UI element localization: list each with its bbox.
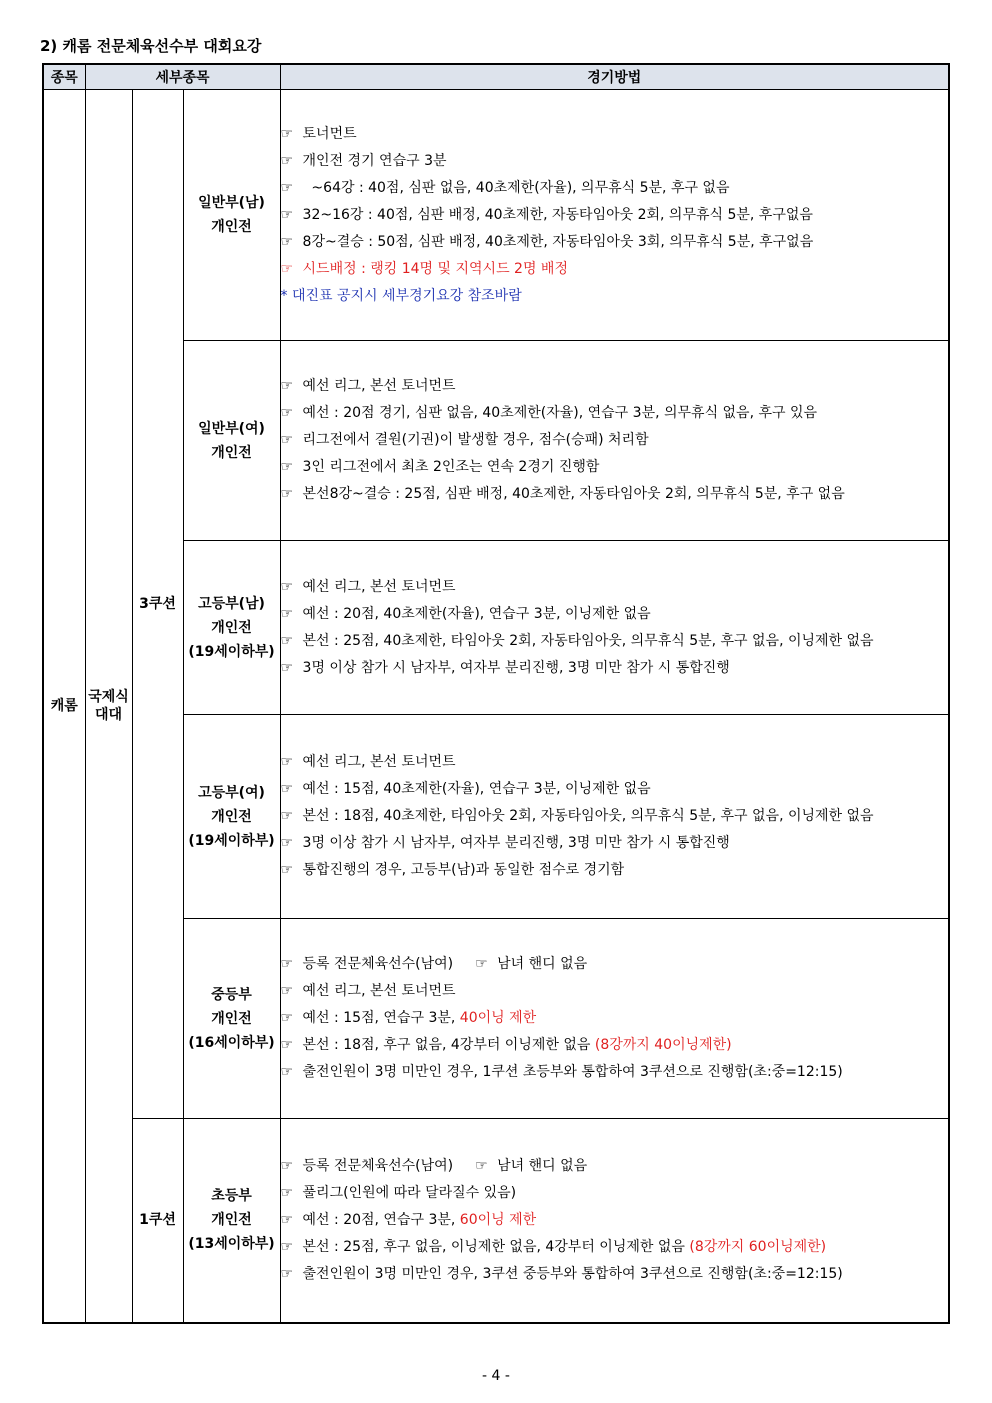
header-method: 경기방법 [280,64,949,90]
list-item: ☞ 본선 : 18점, 40초제한, 타임아웃 2회, 자동타임아웃, 의무휴식 5분, 후구 없음, 이닝제한 없음 [281,803,949,830]
table-row [43,1119,949,1323]
hand-pointer-icon: ☞ [280,1010,294,1026]
division-cell: 일반부(남) 개인전 [183,90,280,341]
list-item: ☞ 8강~결승 : 50점, 심판 배정, 40초제한, 자동타임아웃 3회, 의무휴식 5분, 후구없음 [281,229,949,256]
cushion-3-cell: 3쿠션 [132,90,183,1119]
hand-pointer-icon: ☞ [280,862,294,878]
list-item: ☞ 본선 : 25점, 후구 없음, 이닝제한 없음, 4강부터 이닝제한 없음 (8강까지 60이닝제한) [281,1234,949,1261]
list-item: ☞ 예선 리그, 본선 토너먼트 [281,574,949,601]
method-cell [280,919,949,1119]
hand-pointer-icon: ☞ [475,1157,488,1174]
list-item: ☞ 예선 : 15점, 40초제한(자율), 연습구 3분, 이닝제한 없음 [281,776,949,803]
division-cell: 일반부(여) 개인전 [183,341,280,541]
cushion-1-cell: 1쿠션 [132,1119,183,1323]
list-item: ☞ 본선 : 18점, 후구 없음, 4강부터 이닝제한 없음 (8강까지 40이닝제한) [281,1032,949,1059]
hand-pointer-icon: ☞ [280,605,294,622]
hand-pointer-icon: ☞ [280,781,294,797]
hand-pointer-icon: ☞ [280,1238,294,1255]
list-item: ☞ 예선 : 20점, 40초제한(자율), 연습구 3분, 이닝제한 없음 [281,601,949,628]
hand-pointer-icon: ☞ [280,179,294,196]
division-cell: 고등부(여) 개인전 (19세이하부) [183,715,280,919]
method-cell [280,715,949,919]
list-item: ☞ 3명 이상 참가 시 남자부, 여자부 분리진행, 3명 미만 참가 시 통합진행 [281,655,949,682]
hand-pointer-icon: ☞ [280,1064,294,1080]
hand-pointer-icon: ☞ [475,956,488,972]
seed-notice: ☞ 시드배정 : 랭킹 14명 및 지역시드 2명 배정 [281,256,949,283]
page-number: - 4 - [482,1368,510,1384]
list-item: ☞ 풀리그(인원에 따라 달라질수 있음) [281,1180,949,1207]
hand-pointer-icon: ☞ [280,754,294,770]
table-header-row [43,64,949,90]
list-item: ☞ 본선 : 25점, 40초제한, 타임아웃 2회, 자동타임아웃, 의무휴식 5분, 후구 없음, 이닝제한 없음 [281,628,949,655]
division-cell: 고등부(남) 개인전 (19세이하부) [183,541,280,715]
header-event: 종목 [43,64,85,90]
table-row [43,90,949,341]
hand-pointer-icon: ☞ [280,206,294,223]
list-item: ☞ 예선 : 20점 경기, 심판 없음, 40초제한(자율), 연습구 3분, 의무휴식 없음, 후구 있음 [281,400,949,427]
list-item: ☞ 3인 리그전에서 최초 2인조는 연속 2경기 진행함 [281,454,949,481]
list-item: ☞ 통합진행의 경우, 고등부(남)과 동일한 점수로 경기함 [281,857,949,884]
list-item: ☞ 예선 리그, 본선 토너먼트 [281,749,949,776]
method-cell [280,541,949,715]
hand-pointer-icon: ☞ [280,578,294,595]
hand-pointer-icon: ☞ [280,956,294,972]
competition-table [42,63,950,1324]
hand-pointer-icon: ☞ [280,378,294,394]
list-item: ☞ 예선 : 15점, 연습구 3분, 40이닝 제한 [281,1005,949,1032]
list-item: ☞ 예선 : 20점, 연습구 3분, 60이닝 제한 [281,1207,949,1234]
hand-pointer-icon: ☞ [280,233,294,250]
bracket-note: * 대진표 공지시 세부경기요강 참조바람 [280,287,522,304]
hand-pointer-icon: ☞ [280,632,294,649]
hand-pointer-icon: ☞ [280,459,294,475]
hand-pointer-icon: ☞ [280,1265,294,1282]
hand-pointer-icon: ☞ [280,260,294,277]
method-cell [280,341,949,541]
list-item: ☞ 출전인원이 3명 미만인 경우, 1쿠션 초등부와 통합하여 3쿠션으로 진행함(초:중=12:15) [281,1059,949,1086]
hand-pointer-icon: ☞ [280,1157,294,1174]
list-item: ☞ 본선8강~결승 : 25점, 심판 배정, 40초제한, 자동타임아웃 2회, 의무휴식 5분, 후구 없음 [281,481,949,508]
hand-pointer-icon: ☞ [280,432,294,448]
list-item: ☞ 출전인원이 3명 미만인 경우, 3쿠션 중등부와 통합하여 3쿠션으로 진행함(초:중=12:15) [281,1261,949,1288]
list-item: ☞ 개인전 경기 연습구 3분 [281,148,949,175]
header-sub-event: 세부종목 [85,64,280,90]
hand-pointer-icon: ☞ [280,405,294,421]
hand-pointer-icon: ☞ [280,659,294,676]
list-item: ☞ 예선 리그, 본선 토너먼트 [281,978,949,1005]
division-cell: 중등부 개인전 (16세이하부) [183,919,280,1119]
hand-pointer-icon: ☞ [280,125,294,142]
hand-pointer-icon: ☞ [280,835,294,851]
division-cell: 초등부 개인전 (13세이하부) [183,1119,280,1323]
list-item: ☞ 3명 이상 참가 시 남자부, 여자부 분리진행, 3명 미만 참가 시 통합진행 [281,830,949,857]
hand-pointer-icon: ☞ [280,808,294,824]
list-item: ☞ 등록 전문체육선수(남여) ☞ 남녀 핸디 없음 [281,1153,949,1180]
method-cell [280,1119,949,1323]
hand-pointer-icon: ☞ [280,486,294,502]
type-cell: 국제식 대대 [85,90,132,1323]
list-item: ☞ 리그전에서 결원(기권)이 발생할 경우, 점수(승패) 처리함 [281,427,949,454]
event-cell: 캐롬 [43,90,85,1323]
section-title: 2) 캐롬 전문체육선수부 대회요강 [40,37,262,55]
hand-pointer-icon: ☞ [280,152,294,169]
list-item: ☞ 등록 전문체육선수(남여) ☞ 남녀 핸디 없음 [281,951,949,978]
hand-pointer-icon: ☞ [280,1184,294,1201]
list-item: ☞ 토너먼트 [281,121,949,148]
hand-pointer-icon: ☞ [280,1037,294,1053]
method-cell [280,90,949,341]
hand-pointer-icon: ☞ [280,1211,294,1228]
list-item: ☞ 예선 리그, 본선 토너먼트 [281,373,949,400]
hand-pointer-icon: ☞ [280,983,294,999]
list-item: ☞ ~64강 : 40점, 심판 없음, 40초제한(자율), 의무휴식 5분, 후구 없음 [281,175,949,202]
list-item: ☞ 32~16강 : 40점, 심판 배정, 40초제한, 자동타임아웃 2회, 의무휴식 5분, 후구없음 [281,202,949,229]
